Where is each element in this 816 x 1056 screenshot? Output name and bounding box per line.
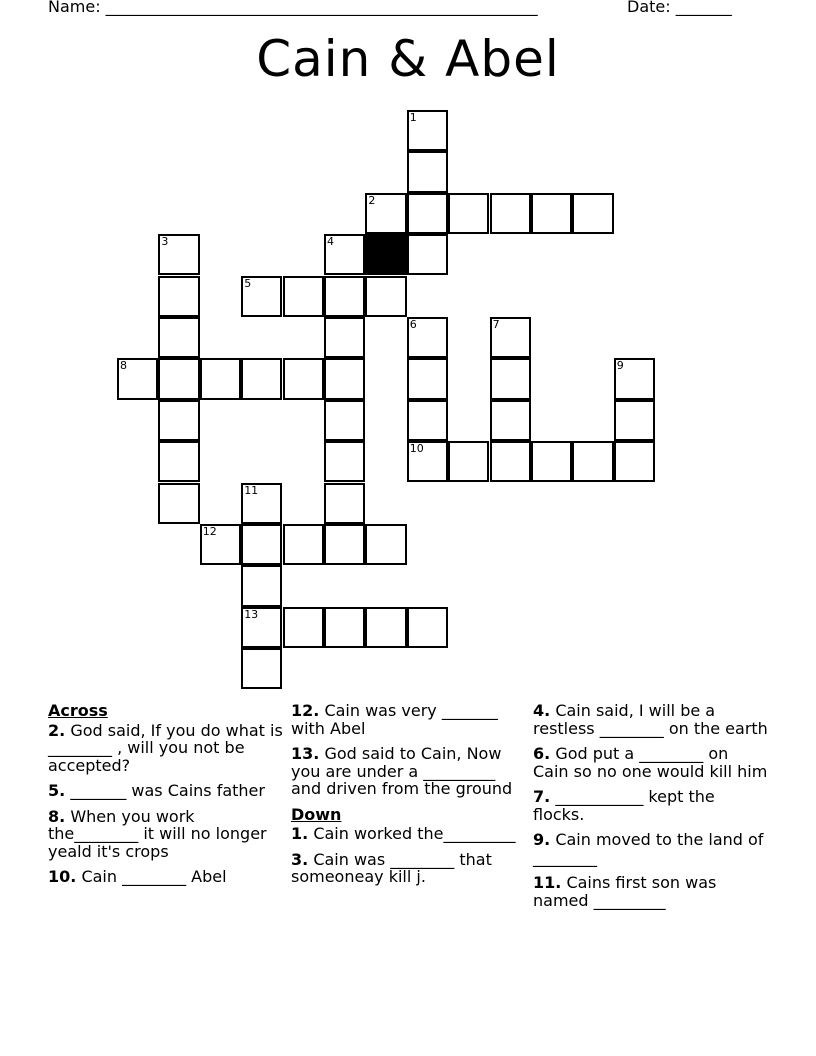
clue-text: When you work the________ it will no longer yeald it's crops	[48, 806, 267, 861]
clue-across-8	[48, 808, 283, 861]
clue-text: Cain was ________ that someoneay kill j.	[291, 849, 492, 886]
clue-number: 5.	[48, 781, 66, 800]
name-field-label: Name: ______________________________________________________	[48, 0, 538, 16]
crossword-cell[interactable]	[324, 483, 365, 524]
clue-text: God put a ________ on Cain so no one would kill him	[533, 744, 768, 781]
crossword-cell[interactable]	[490, 358, 531, 399]
clue-down-11	[533, 874, 768, 909]
crossword-cell[interactable]	[200, 524, 241, 565]
clue-number-label: 12	[202, 525, 217, 538]
crossword-cell[interactable]	[614, 441, 655, 482]
crossword-cell[interactable]	[490, 400, 531, 441]
clue-text: Cain moved to the land of ________	[533, 830, 764, 867]
crossword-cell[interactable]	[448, 441, 489, 482]
crossword-cell[interactable]	[614, 358, 655, 399]
crossword-cell[interactable]	[407, 317, 448, 358]
clue-number-label: 3	[161, 235, 169, 249]
page-title: Cain & Abel	[256, 30, 560, 88]
crossword-cell[interactable]	[241, 648, 282, 689]
clue-text: Cain worked the_________	[313, 824, 516, 843]
crossword-cell[interactable]	[407, 151, 448, 192]
clue-across-10	[48, 868, 283, 886]
crossword-cell[interactable]	[365, 607, 406, 648]
crossword-cell[interactable]	[531, 441, 572, 482]
clue-across-12	[291, 702, 526, 737]
clue-number-label: 8	[120, 359, 127, 373]
crossword-cell[interactable]	[365, 193, 406, 234]
crossword-cell[interactable]	[490, 441, 531, 482]
clue-down-1	[291, 825, 526, 843]
clue-across-5	[48, 782, 283, 800]
clue-text: Cains first son was named _________	[533, 873, 717, 910]
crossword-cell[interactable]	[158, 441, 199, 482]
crossword-cell[interactable]	[324, 358, 365, 399]
clue-across-13	[291, 745, 526, 798]
clue-down-4	[533, 702, 768, 737]
crossword-cell[interactable]	[241, 565, 282, 606]
crossword-cell[interactable]	[158, 358, 199, 399]
clue-number: 11.	[533, 873, 562, 892]
crossword-cell[interactable]	[324, 234, 365, 275]
crossword-cell[interactable]	[324, 441, 365, 482]
clue-number: 2.	[48, 720, 66, 740]
clue-column-3	[533, 702, 768, 917]
crossword-cell[interactable]	[407, 358, 448, 399]
crossword-cell[interactable]	[158, 234, 199, 275]
crossword-cell[interactable]	[572, 193, 613, 234]
crossword-cell[interactable]	[158, 483, 199, 524]
crossword-cell[interactable]	[324, 524, 365, 565]
crossword-cell[interactable]	[283, 607, 324, 648]
clue-number: 8.	[48, 806, 66, 826]
crossword-cell[interactable]	[241, 276, 282, 317]
clue-number-label: 5	[244, 276, 252, 290]
crossword-cell[interactable]	[614, 400, 655, 441]
across-heading: Across	[48, 701, 108, 720]
clue-text: God said, If you do what is ________ , will you not be accepted?	[48, 720, 283, 775]
clue-text: ___________ kept the flocks.	[533, 787, 715, 824]
clue-number: 9.	[533, 830, 551, 849]
crossword-cell[interactable]	[283, 358, 324, 399]
clue-number: 10.	[48, 867, 77, 886]
clue-number-label: 7	[492, 318, 500, 331]
clue-number: 3.	[291, 849, 309, 869]
crossword-cell[interactable]	[407, 193, 448, 234]
clue-text: Cain said, I will be a restless ________ on the earth	[533, 701, 768, 738]
clue-number-label: 1	[409, 111, 417, 124]
clue-text: Cain was very _______ with Abel	[291, 701, 498, 738]
clue-number: 12.	[291, 701, 320, 720]
clue-number: 1.	[291, 824, 309, 843]
clue-number: 7.	[533, 787, 551, 806]
clue-column-2	[291, 702, 526, 894]
crossword-cell[interactable]	[158, 317, 199, 358]
crossword-cell[interactable]	[158, 276, 199, 317]
clue-down-7	[533, 788, 768, 823]
clue-text: _______ was Cains father	[70, 781, 265, 800]
crossword-cell[interactable]	[324, 607, 365, 648]
crossword-cell[interactable]	[572, 441, 613, 482]
crossword-cell[interactable]	[241, 524, 282, 565]
clue-down-3	[291, 851, 526, 886]
clue-number: 4.	[533, 701, 551, 720]
clue-down-6	[533, 745, 768, 780]
clue-number-label: 4	[327, 235, 334, 249]
down-heading: Down	[291, 804, 342, 824]
date-field-label: Date: _______	[627, 0, 732, 16]
clue-number-label: 11	[244, 483, 259, 497]
clue-number-label: 2	[368, 193, 376, 207]
crossword-cell[interactable]	[365, 524, 406, 565]
crossword-cell[interactable]	[283, 276, 324, 317]
crossword-cell[interactable]	[490, 193, 531, 234]
clue-number: 13.	[291, 744, 320, 763]
clue-down-9	[533, 831, 768, 866]
clue-text: Cain ________ Abel	[81, 867, 227, 886]
crossword-cell[interactable]	[448, 193, 489, 234]
clue-number-label: 13	[244, 607, 259, 621]
crossword-cell[interactable]	[407, 110, 448, 151]
crossword-cell[interactable]	[324, 317, 365, 358]
clue-number-label: 6	[409, 318, 417, 331]
crossword-cell[interactable]	[241, 358, 282, 399]
black-square	[365, 234, 406, 275]
crossword-cell[interactable]	[241, 483, 282, 524]
clue-number: 6.	[533, 744, 551, 763]
crossword-cell[interactable]	[241, 607, 282, 648]
crossword-cell[interactable]	[365, 276, 406, 317]
crossword-cell[interactable]	[158, 400, 199, 441]
crossword-cell[interactable]	[407, 234, 448, 275]
crossword-cell[interactable]	[407, 400, 448, 441]
clue-text: God said to Cain, Now you are under a _________ and driven from the ground	[291, 744, 513, 798]
crossword-cell[interactable]	[531, 193, 572, 234]
crossword-cell[interactable]	[283, 524, 324, 565]
crossword-cell[interactable]	[407, 441, 448, 482]
clue-column-1	[48, 702, 283, 894]
crossword-cell[interactable]	[324, 276, 365, 317]
clue-number-label: 9	[616, 359, 624, 373]
crossword-cell[interactable]	[117, 358, 158, 399]
clue-across-2	[48, 722, 283, 775]
crossword-cell[interactable]	[407, 607, 448, 648]
crossword-cell[interactable]	[324, 400, 365, 441]
crossword-cell[interactable]	[490, 317, 531, 358]
clue-number-label: 10	[409, 442, 424, 456]
crossword-cell[interactable]	[200, 358, 241, 399]
